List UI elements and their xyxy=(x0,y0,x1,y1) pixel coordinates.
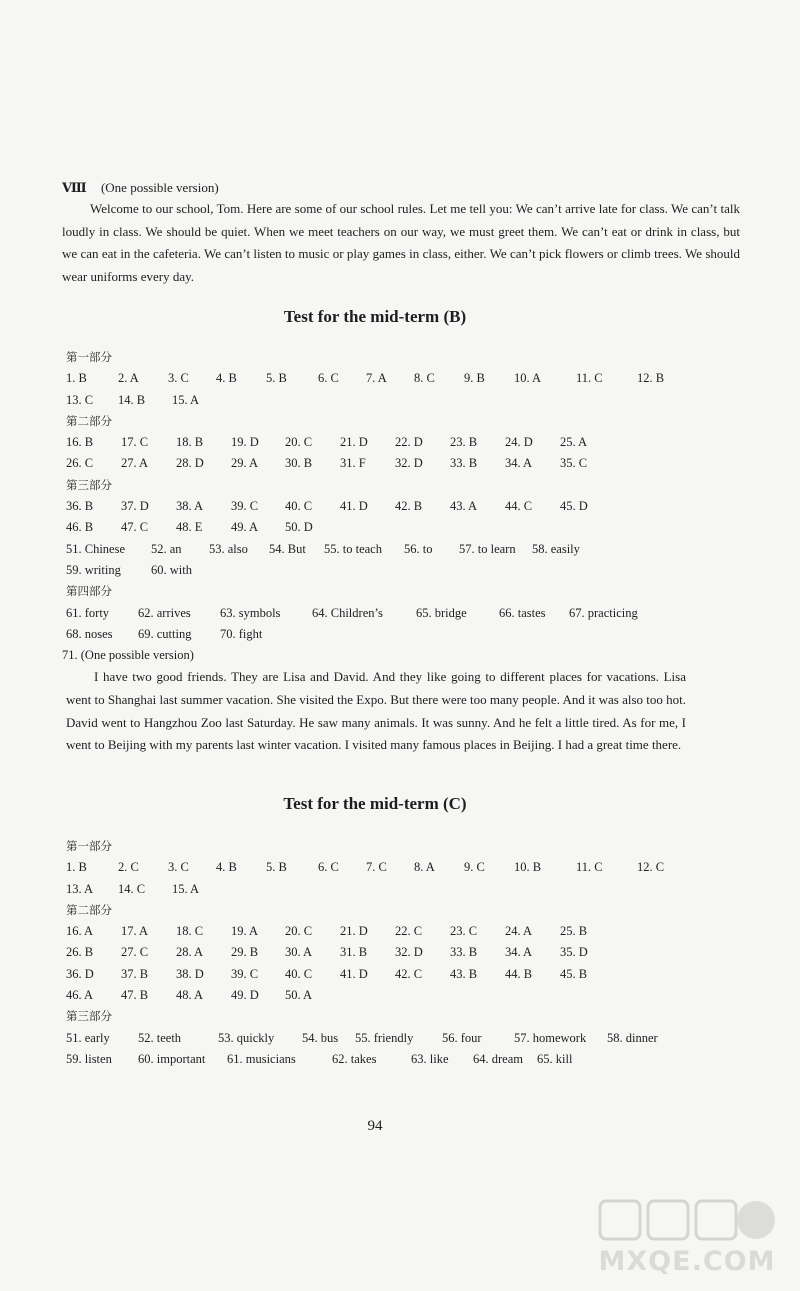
answer-item: 7. C xyxy=(366,860,387,875)
part-heading: 第三部分 xyxy=(66,1009,112,1024)
answer-item: 39. C xyxy=(231,499,259,514)
q71-essay-block xyxy=(66,666,746,756)
answer-item: 4. B xyxy=(216,860,237,875)
answer-item: 4. B xyxy=(216,371,237,386)
section-8-heading xyxy=(62,178,740,198)
answer-item: 42. B xyxy=(395,499,423,514)
answer-item: 20. C xyxy=(285,924,313,939)
answer-item: 42. C xyxy=(395,966,423,981)
section-8 xyxy=(62,178,740,288)
answer-item: 50. D xyxy=(285,520,313,535)
part-heading: 第一部分 xyxy=(66,350,112,364)
answer-item: 21. D xyxy=(340,435,368,450)
answer-row xyxy=(66,879,746,900)
answer-item: 15. A xyxy=(172,392,200,407)
answer-item: 14. C xyxy=(118,881,146,896)
answer-item: 64. dream xyxy=(473,1051,523,1066)
answer-item: 51. early xyxy=(66,1030,110,1045)
answer-item: 65. kill xyxy=(537,1051,573,1066)
watermark-logo xyxy=(592,1195,782,1277)
answer-item: 62. takes xyxy=(332,1051,377,1066)
answer-item: 59. listen xyxy=(66,1051,112,1066)
answer-item: 16. A xyxy=(66,924,94,939)
answer-item: 13. A xyxy=(66,881,94,896)
answer-item: 26. B xyxy=(66,945,94,960)
answer-item: 36. D xyxy=(66,966,94,981)
answer-item: 55. friendly xyxy=(355,1030,414,1045)
answer-item: 29. B xyxy=(231,945,259,960)
answer-row xyxy=(66,432,746,453)
answer-item: 43. B xyxy=(450,966,478,981)
answer-item: 68. noses xyxy=(66,626,113,641)
part-heading: 第二部分 xyxy=(66,413,112,428)
answer-item: 66. tastes xyxy=(499,605,546,620)
answer-item: 59. writing xyxy=(66,562,121,577)
page-number: 94 xyxy=(367,1118,383,1134)
answer-item: 37. B xyxy=(121,966,149,981)
answer-item: 28. A xyxy=(176,945,204,960)
answer-item: 48. A xyxy=(176,988,204,1003)
answer-item: 29. A xyxy=(231,456,259,471)
answer-item: 37. D xyxy=(121,499,149,514)
answer-item: 45. B xyxy=(560,966,588,981)
answer-item: 30. B xyxy=(285,456,313,471)
answer-item: 10. A xyxy=(514,371,542,386)
answer-item: 47. B xyxy=(121,988,149,1003)
answer-row xyxy=(66,390,746,411)
answer-item: 46. B xyxy=(66,520,94,535)
answer-row xyxy=(66,857,746,878)
answer-item: 65. bridge xyxy=(416,605,467,620)
answer-row xyxy=(66,985,746,1006)
answer-item: 12. B xyxy=(637,371,665,386)
answer-item: 5. B xyxy=(266,860,287,875)
answer-item: 44. B xyxy=(505,966,533,981)
answer-item: 1. B xyxy=(66,860,87,875)
answer-row xyxy=(66,517,746,538)
answer-item: 31. B xyxy=(340,945,368,960)
answer-item: 2. A xyxy=(118,371,139,386)
answer-item: 28. D xyxy=(176,456,204,471)
answer-item: 15. A xyxy=(172,881,200,896)
answer-item: 34. A xyxy=(505,456,533,471)
essay-text: Welcome to our school, Tom. Here are some of our school rules. Let me tell you: We can’t arrive late for class. We can’t talk loudly in class. We should be quiet. When we meet teachers on our way, we must greet them. We can’t eat or drink in class, but we can eat in the cafeteria. We can’t listen to music or play games in class, either. We can’t pick flowers or climb trees. We should wear uniforms every day. xyxy=(62,201,740,284)
answer-row xyxy=(66,560,746,581)
answer-item: 55. to teach xyxy=(324,541,382,556)
answer-item: 34. A xyxy=(505,945,533,960)
section-label: (One possible version) xyxy=(100,180,219,195)
answer-item: 53. quickly xyxy=(218,1030,275,1045)
answer-item: 23. C xyxy=(450,924,478,939)
answer-item: 7. A xyxy=(366,371,387,386)
answer-item: 21. D xyxy=(340,924,368,939)
answer-row xyxy=(66,921,746,942)
answer-row xyxy=(66,1049,746,1070)
answer-item: 54. But xyxy=(269,541,306,556)
answer-item: 26. C xyxy=(66,456,94,471)
q71-label: 71. (One possible version) xyxy=(62,648,194,663)
answer-item: 10. B xyxy=(514,860,542,875)
q71-essay xyxy=(66,666,686,756)
answer-item: 11. C xyxy=(576,371,603,386)
answer-item: 54. bus xyxy=(302,1030,339,1045)
answer-item: 17. A xyxy=(121,924,149,939)
answer-item: 48. E xyxy=(176,520,203,535)
answer-item: 64. Children’s xyxy=(312,605,383,620)
answer-item: 57. to learn xyxy=(459,541,516,556)
answer-item: 5. B xyxy=(266,371,287,386)
answer-item: 13. C xyxy=(66,392,94,407)
answer-item: 70. fight xyxy=(220,626,263,641)
answer-item: 47. C xyxy=(121,520,149,535)
answer-item: 22. C xyxy=(395,924,423,939)
test-b-title: Test for the mid-term (B) xyxy=(283,307,467,326)
answer-item: 52. an xyxy=(151,541,182,556)
answer-item: 41. D xyxy=(340,499,368,514)
test-c-answers xyxy=(66,836,746,1070)
test-b-answers xyxy=(62,347,746,757)
answer-row xyxy=(66,453,746,474)
answer-item: 39. C xyxy=(231,966,259,981)
test-c-title: Test for the mid-term (C) xyxy=(283,794,467,813)
answer-item: 61. forty xyxy=(66,605,110,620)
answer-item: 23. B xyxy=(450,435,478,450)
answer-item: 24. D xyxy=(505,435,533,450)
answer-item: 25. B xyxy=(560,924,588,939)
part-heading: 第四部分 xyxy=(66,584,112,599)
answer-item: 27. A xyxy=(121,456,149,471)
answer-item: 18. B xyxy=(176,435,204,450)
answer-item: 25. A xyxy=(560,435,588,450)
answer-item: 27. C xyxy=(121,945,149,960)
answer-row xyxy=(66,964,746,985)
answer-item: 69. cutting xyxy=(138,626,192,641)
answer-row xyxy=(66,942,746,963)
answer-item: 19. A xyxy=(231,924,259,939)
answer-item: 2. C xyxy=(118,860,139,875)
answer-item: 57. homework xyxy=(514,1030,587,1045)
answer-item: 52. teeth xyxy=(138,1030,182,1045)
answer-item: 12. C xyxy=(637,860,665,875)
essay-text: I have two good friends. They are Lisa and David. And they like going to different places for vacations. Lisa went to Shanghai last summer vacation. She visited the Expo. But there were too many people. And it was also too hot. David went to Hangzhou Zoo last Saturday. He saw many animals. It was sunny. And he felt a little tired. As for me, I went to Beijing with my parents last winter vacation. I visited many famous places in Beijing. I had a great time there. xyxy=(66,669,686,753)
answer-item: 58. dinner xyxy=(607,1030,658,1045)
watermark-text: MXQE.COM xyxy=(598,1246,776,1277)
answer-item: 35. C xyxy=(560,456,588,471)
answer-item: 60. important xyxy=(138,1051,206,1066)
answer-item: 18. C xyxy=(176,924,204,939)
answer-item: 49. D xyxy=(231,988,259,1003)
answer-item: 35. D xyxy=(560,945,588,960)
answer-item: 43. A xyxy=(450,499,478,514)
answer-item: 32. D xyxy=(395,945,423,960)
answer-item: 32. D xyxy=(395,456,423,471)
answer-item: 1. B xyxy=(66,371,87,386)
answer-item: 14. B xyxy=(118,392,146,407)
answer-item: 22. D xyxy=(395,435,423,450)
answer-row xyxy=(66,624,746,645)
answer-row xyxy=(66,539,746,560)
part-heading: 第一部分 xyxy=(66,839,112,853)
answer-item: 33. B xyxy=(450,456,478,471)
answer-item: 31. F xyxy=(340,456,366,471)
answer-item: 63. symbols xyxy=(220,605,281,620)
answer-item: 9. C xyxy=(464,860,485,875)
answer-item: 3. C xyxy=(168,371,189,386)
answer-item: 33. B xyxy=(450,945,478,960)
section-numeral: Ⅷ xyxy=(62,180,86,195)
answer-item: 67. practicing xyxy=(569,605,638,620)
answer-item: 60. with xyxy=(151,562,192,577)
answer-item: 40. C xyxy=(285,499,313,514)
answer-item: 8. A xyxy=(414,860,435,875)
answer-item: 8. C xyxy=(414,371,435,386)
answer-item: 44. C xyxy=(505,499,533,514)
answer-item: 38. D xyxy=(176,966,204,981)
answer-item: 63. like xyxy=(411,1051,449,1066)
answer-item: 58. easily xyxy=(532,541,580,556)
answer-item: 61. musicians xyxy=(227,1051,296,1066)
answer-row xyxy=(66,496,746,517)
answer-item: 17. C xyxy=(121,435,149,450)
answer-row xyxy=(66,603,746,624)
watermark-emblem-icon xyxy=(592,1195,782,1245)
answer-item: 16. B xyxy=(66,435,94,450)
answer-item: 53. also xyxy=(209,541,248,556)
answer-item: 49. A xyxy=(231,520,259,535)
answer-row xyxy=(66,1028,746,1049)
answer-item: 46. A xyxy=(66,988,94,1003)
answer-item: 3. C xyxy=(168,860,189,875)
answer-item: 20. C xyxy=(285,435,313,450)
answer-item: 30. A xyxy=(285,945,313,960)
answer-item: 41. D xyxy=(340,966,368,981)
answer-item: 11. C xyxy=(576,860,603,875)
part-heading: 第二部分 xyxy=(66,902,112,917)
answer-item: 45. D xyxy=(560,499,588,514)
answer-item: 6. C xyxy=(318,371,339,386)
answer-item: 56. four xyxy=(442,1030,482,1045)
answer-item: 36. B xyxy=(66,499,94,514)
answer-item: 50. A xyxy=(285,988,313,1003)
part-heading: 第三部分 xyxy=(66,477,112,492)
answer-item: 19. D xyxy=(231,435,259,450)
answer-item: 6. C xyxy=(318,860,339,875)
answer-item: 51. Chinese xyxy=(66,541,126,556)
answer-item: 62. arrives xyxy=(138,605,191,620)
answer-row xyxy=(66,368,746,389)
answer-item: 9. B xyxy=(464,371,485,386)
answer-item: 56. to xyxy=(404,541,433,556)
section-8-essay xyxy=(62,198,740,288)
answer-item: 24. A xyxy=(505,924,533,939)
answer-item: 40. C xyxy=(285,966,313,981)
answer-item: 38. A xyxy=(176,499,204,514)
